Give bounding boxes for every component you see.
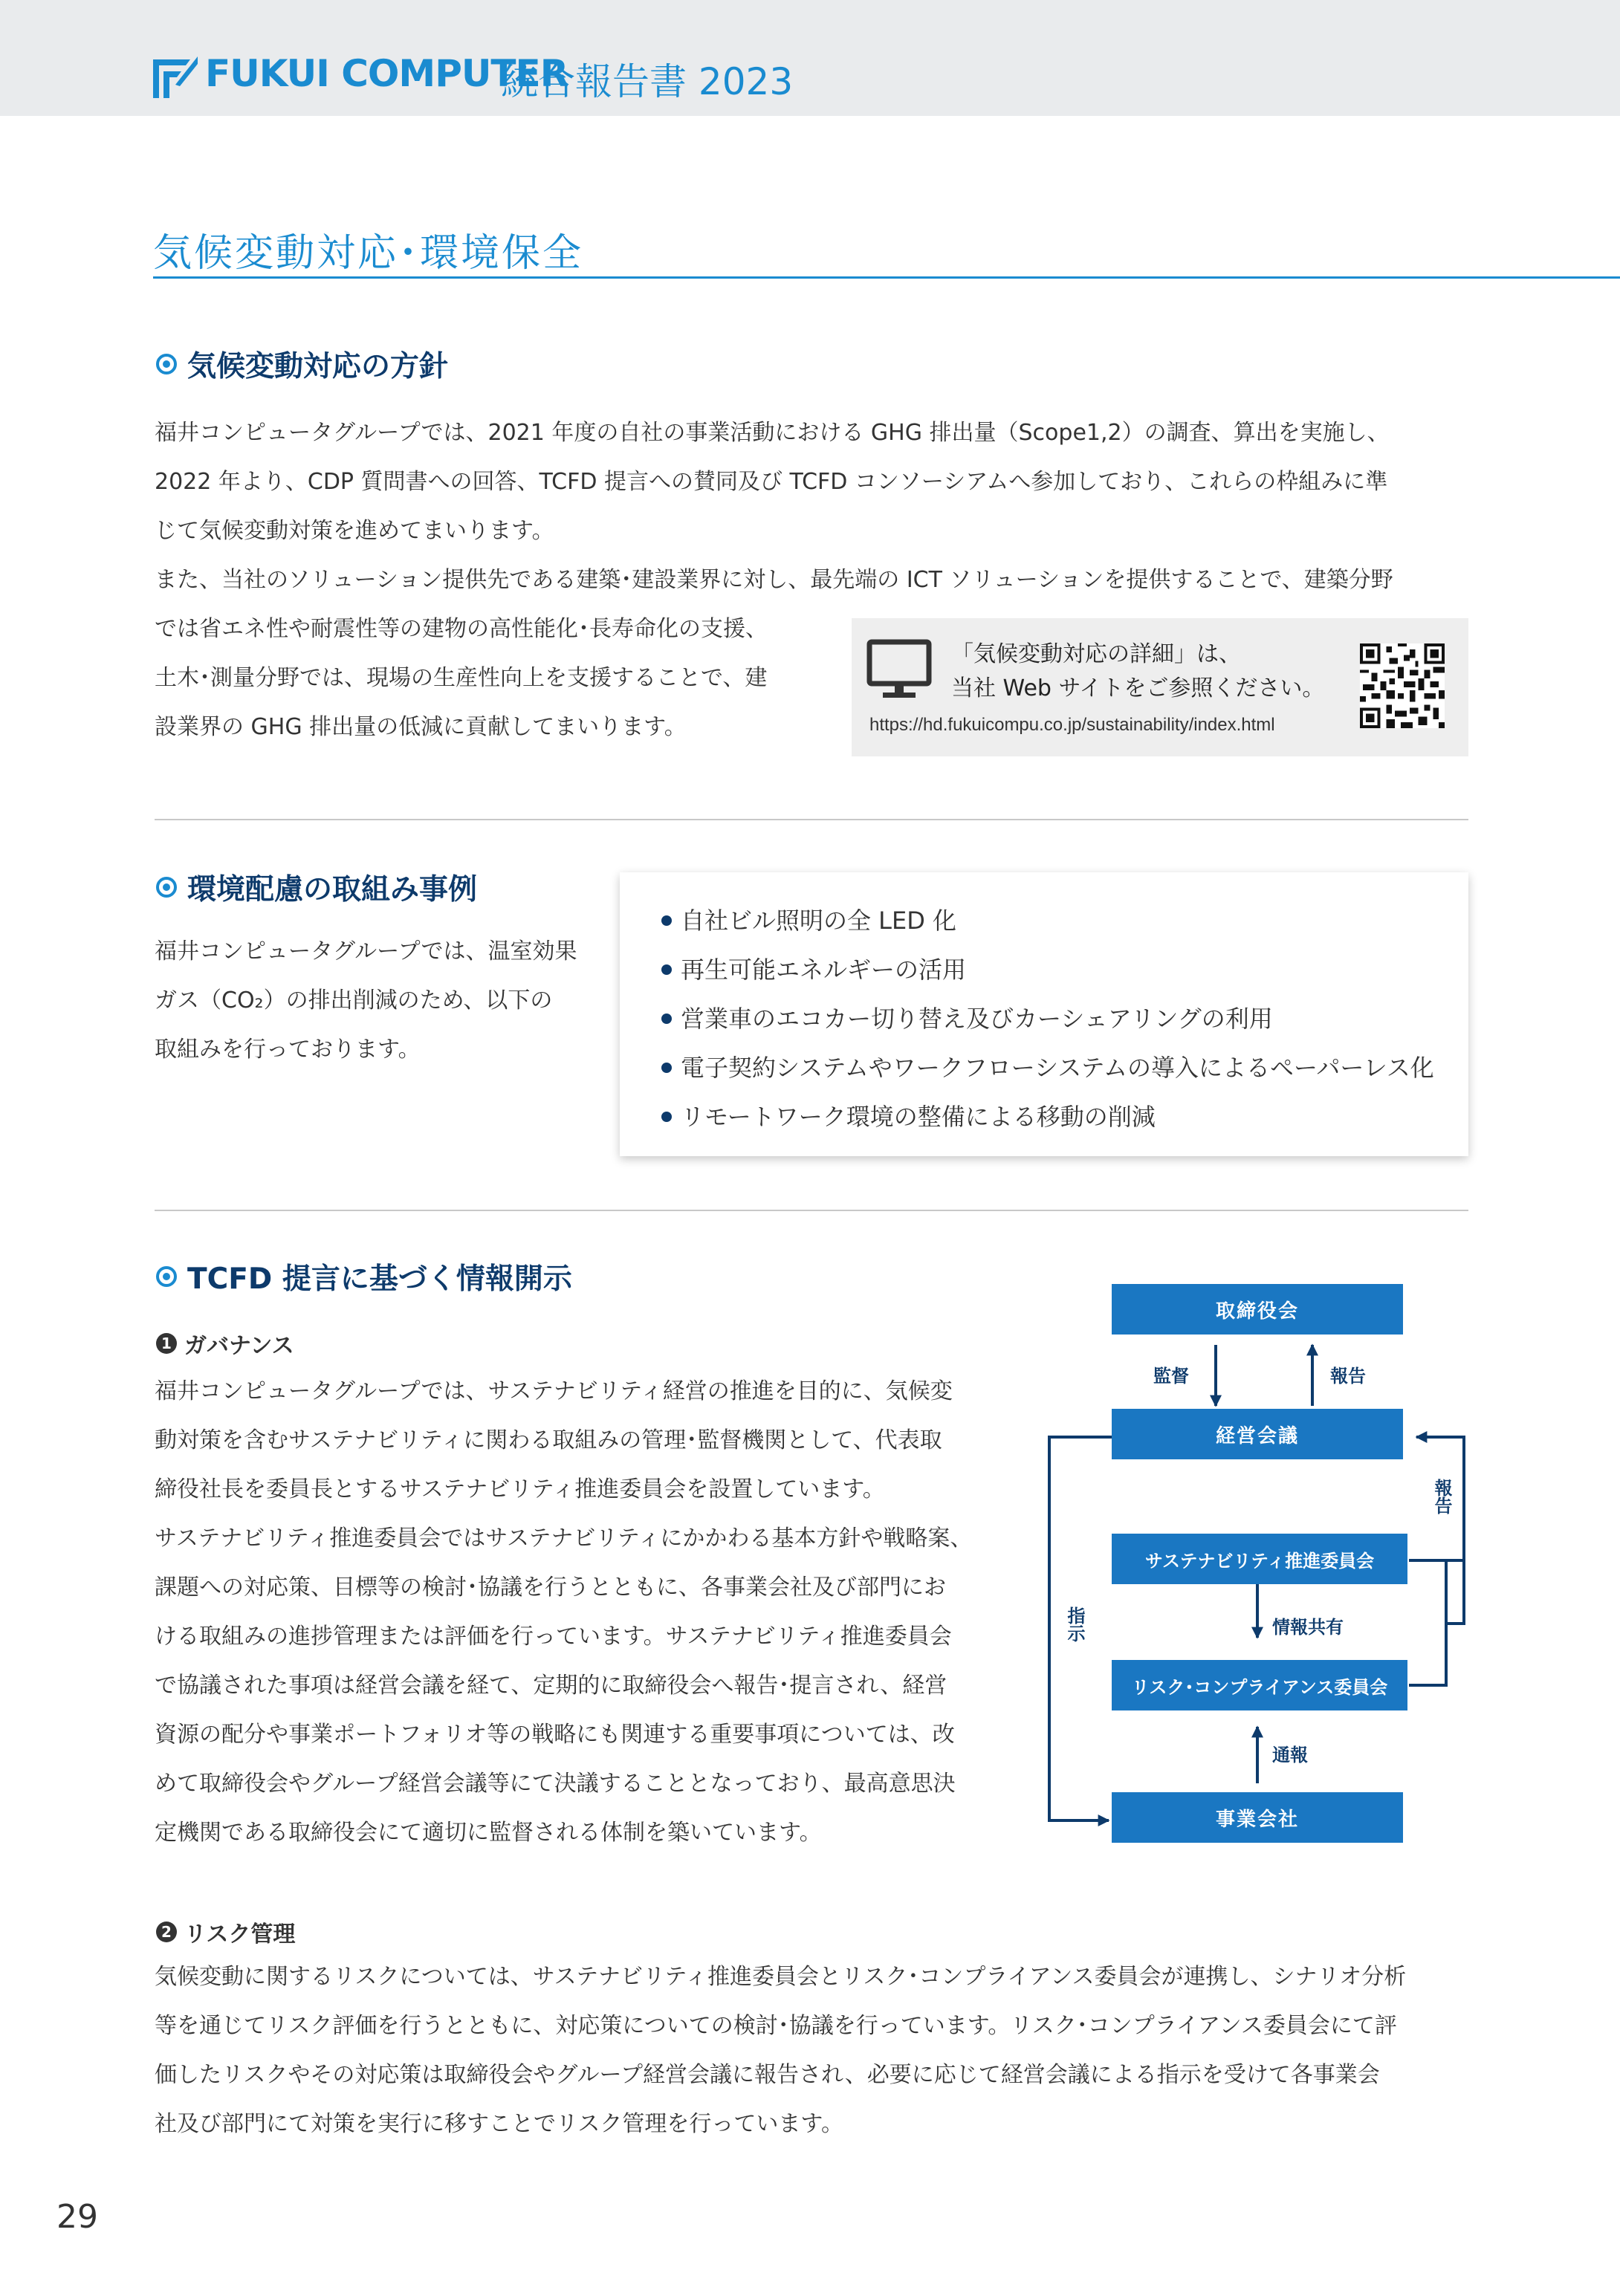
- website-info-line: 「気候変動対応の詳細」は、: [951, 641, 1241, 667]
- risk-heading: [156, 1916, 295, 1948]
- bullet-icon: [661, 1063, 672, 1073]
- website-info-line: 当社 Web サイトをご参照ください。: [951, 675, 1325, 701]
- env-heading: [156, 866, 477, 908]
- body-line: じて気候変動対策を進めてまいります。: [155, 518, 554, 544]
- body-line: では省エネ性や耐震性等の建物の高性能化･長寿命化の支援、: [155, 616, 768, 642]
- number-1-icon: 1: [156, 1333, 177, 1354]
- risk-title: リスク管理: [184, 1922, 296, 1948]
- env-heading-text: 環境配慮の取組み事例: [187, 873, 478, 907]
- bullseye-icon: [156, 1266, 177, 1287]
- management-box: 経営会議: [1112, 1409, 1403, 1459]
- body-line: 設業界の GHG 排出量の低減に貢献してまいります。: [155, 714, 687, 740]
- climate-policy-heading: [156, 343, 448, 385]
- climate-policy-heading-text: 気候変動対応の方針: [187, 350, 449, 383]
- board-box: 取締役会: [1112, 1284, 1403, 1335]
- list-item: [661, 896, 1434, 945]
- list-item-text: 営業車のエコカー切り替え及びカーシェアリングの利用: [681, 1005, 1273, 1033]
- bullet-icon: [661, 1112, 672, 1122]
- governance-body: [155, 1367, 972, 1858]
- sustainability-committee-box: サステナビリティ推進委員会: [1112, 1534, 1407, 1584]
- body-line: 課題への対応策、目標等の検討･協議を行うとともに、各事業会社及び部門にお: [155, 1575, 946, 1601]
- bullet-icon: [661, 1014, 672, 1024]
- supervise-label: 監督: [1153, 1366, 1189, 1387]
- companies-box: 事業会社: [1112, 1792, 1403, 1843]
- section-divider: [155, 819, 1468, 820]
- body-line: 取組みを行っております。: [155, 1037, 421, 1063]
- body-line: 動対策を含むサステナビリティに関わる取組みの管理･監督機関として、代表取: [155, 1427, 942, 1453]
- body-line: 定機関である取締役会にて適切に監督される体制を築いています。: [155, 1820, 822, 1846]
- list-item-text: 再生可能エネルギーの活用: [681, 956, 967, 984]
- bullseye-icon: [156, 877, 177, 898]
- governance-heading: [156, 1327, 294, 1360]
- body-line: で協議された事項は経営会議を経て、定期的に取締役会へ報告･提言され、経営: [155, 1673, 947, 1699]
- tcfd-heading-text: TCFD 提言に基づく情報開示: [187, 1262, 572, 1296]
- body-line: ガス（CO₂）の排出削減のため、以下の: [155, 988, 553, 1014]
- report-side-label: 報告: [1431, 1479, 1452, 1514]
- body-line: めて取締役会やグループ経営会議等にて決議することとなっており、最高意思決: [155, 1771, 956, 1797]
- fukui-logo-icon: [153, 55, 198, 98]
- body-line: 土木･測量分野では、現場の生産性向上を支援することで、建: [155, 665, 768, 691]
- body-line: また、当社のソリューション提供先である建築･建設業界に対し、最先端の ICT ソリューションを提供することで、建築分野: [155, 567, 1393, 593]
- page-title: 気候変動対応･環境保全: [153, 231, 584, 276]
- governance-title: ガバナンス: [184, 1333, 294, 1359]
- body-line: 等を通じてリスク評価を行うとともに、対応策についての検討･協議を行っています。リスク･コンプライアンス委員会にて評: [155, 2013, 1397, 2039]
- body-line: サステナビリティ推進委員会ではサステナビリティにかかわる基本方針や戦略案、: [155, 1525, 973, 1551]
- instruct-label: 指示: [1064, 1606, 1085, 1642]
- list-item-text: リモートワーク環境の整備による移動の削減: [681, 1103, 1156, 1131]
- list-item-text: 自社ビル照明の全 LED 化: [681, 907, 957, 935]
- body-line: 社及び部門にて対策を実行に移すことでリスク管理を行っています。: [155, 2111, 843, 2137]
- list-item: [661, 994, 1434, 1043]
- risk-committee-box: リスク･コンプライアンス委員会: [1112, 1660, 1407, 1710]
- report-label: 報告: [1330, 1366, 1366, 1387]
- title-divider: [153, 276, 1620, 279]
- list-item: [661, 945, 1434, 994]
- monitor-icon: [866, 639, 932, 701]
- list-item: [661, 1092, 1434, 1141]
- body-line: 福井コンピュータグループでは、2021 年度の自社の事業活動における GHG 排出量（Scope1,2）の調査、算出を実施し、: [155, 420, 1390, 446]
- logo-text: FUKUI COMPUTER: [205, 52, 568, 95]
- risk-body: [155, 1953, 1406, 2149]
- body-line: 福井コンピュータグループでは、サステナビリティ経営の推進を目的に、気候変: [155, 1378, 953, 1404]
- report-title: 統合報告書 2023: [501, 60, 794, 103]
- tcfd-heading: [156, 1256, 572, 1297]
- notify-label: 通報: [1272, 1745, 1308, 1765]
- bullet-icon: [661, 915, 672, 926]
- website-info-text: [951, 638, 1324, 706]
- body-line: 福井コンピュータグループでは、温室効果: [155, 938, 577, 964]
- body-line: 2022 年より、CDP 質問書への回答、TCFD 提言への賛同及び TCFD コンソーシアムへ参加しており、これらの枠組みに準: [155, 469, 1388, 495]
- website-url-link[interactable]: https://hd.fukuicompu.co.jp/sustainability/index.html: [869, 715, 1275, 735]
- list-item-text: 電子契約システムやワークフローシステムの導入によるペーパーレス化: [681, 1054, 1434, 1082]
- qr-code-icon[interactable]: [1360, 643, 1445, 728]
- number-2-icon: 2: [156, 1922, 177, 1942]
- section-divider: [155, 1210, 1468, 1211]
- env-body: [155, 927, 577, 1074]
- share-label: 情報共有: [1272, 1617, 1344, 1638]
- bullet-icon: [661, 964, 672, 975]
- page-number: 29: [56, 2198, 98, 2236]
- list-item: [661, 1043, 1434, 1092]
- bullseye-icon: [156, 354, 177, 374]
- body-line: ける取組みの進捗管理または評価を行っています。サステナビリティ推進委員会: [155, 1624, 952, 1650]
- body-line: 資源の配分や事業ポートフォリオ等の戦略にも関連する重要事項については、改: [155, 1722, 955, 1748]
- body-line: 気候変動に関するリスクについては、サステナビリティ推進委員会とリスク･コンプライアンス委員会が連携し、シナリオ分析: [155, 1964, 1407, 1990]
- env-initiatives-list: [661, 896, 1434, 1141]
- body-line: 締役社長を委員長とするサステナビリティ推進委員会を設置しています。: [155, 1476, 885, 1502]
- body-line: 価したリスクやその対応策は取締役会やグループ経営会議に報告され、必要に応じて経営会議による指示を受けて各事業会: [155, 2062, 1380, 2088]
